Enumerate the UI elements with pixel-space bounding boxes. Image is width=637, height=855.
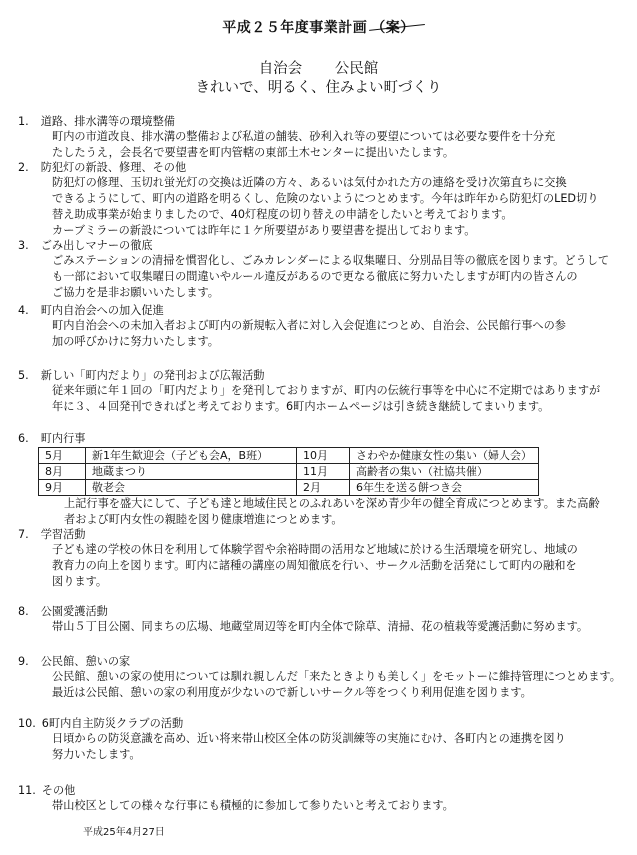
document-date: 平成25年4月27日 bbox=[83, 827, 165, 838]
section-body: 防犯灯の修理、玉切れ蛍光灯の交換は近隣の方々、あるいは気付かれた方の連絡を受け次第直ちに交換 できるようにして、町内の道路を明るくし、危険のないようにつとめます。今年は昨年から防犯灯のLED切り 替え助成事業が始まりましたので、40灯程度の切り替えの申請をしたいと考えております。 カーブミラーの新設については昨年に１ケ所要望があり要望書を提出しております。 bbox=[52, 176, 599, 237]
section-10 bbox=[18, 716, 628, 763]
section-body: 上記行事を盛大にして、子ども達と地域住民とのふれあいを深め青少年の健全育成につとめます。また高齢 者および町内女性の親睦を図り健康増進につとめます。 bbox=[64, 497, 600, 526]
section-heading: 4. 町内自治会への加入促進 bbox=[18, 304, 164, 317]
section-heading: 2. 防犯灯の新設、修理、その他 bbox=[18, 161, 187, 174]
title-main: 平成２５年度事業計画 bbox=[222, 20, 368, 36]
section-6 bbox=[18, 431, 628, 528]
section-heading: 3. ごみ出しマナーの徹底 bbox=[18, 239, 153, 252]
org-kouminkan: 公民館 bbox=[334, 61, 379, 77]
section-body: 町内自治会への未加入者および町内の新規転入者に対し入会促進につとめ、自治会、公民館行事への参 加の呼びかけに努力いたします。 bbox=[52, 319, 566, 348]
section-3 bbox=[18, 238, 628, 301]
slogan: きれいで、明るく、住みよい町づくり bbox=[195, 80, 442, 96]
section-heading: 9. 公民館、憩いの家 bbox=[18, 655, 131, 668]
section-heading: 6. 町内行事 bbox=[18, 432, 86, 445]
section-5 bbox=[18, 368, 628, 415]
section-7 bbox=[18, 527, 628, 590]
events-table-wrap bbox=[18, 447, 628, 496]
section-11 bbox=[18, 783, 628, 814]
section-8 bbox=[18, 604, 628, 635]
events-table bbox=[38, 447, 539, 496]
section-body: 子ども達の学校の休日を利用して体験学習や余裕時間の活用など地域に於ける生活環境を研究し、地域の 教育力の向上を図ります。町内に諸種の講座の周知徹底を行い、サークル活動を活発にして町内の融和を 図ります。 bbox=[52, 543, 578, 588]
section-body: 帯山校区としての様々な行事にも積極的に参加して参りたいと考えております。 bbox=[52, 799, 454, 812]
section-body: ごみステーションの清掃を慣習化し、ごみカレンダーによる収集曜日、分別品目等の徹底を図ります。どうして も一部において収集曜日の間違いやルール違反があるので更なる徹底に努力いたしますが町内の皆さんの ご協力を是非お願いいたします。 bbox=[52, 254, 610, 299]
section-heading: 8. 公園愛護活動 bbox=[18, 605, 108, 618]
section-2 bbox=[18, 160, 628, 239]
section-9 bbox=[18, 654, 628, 701]
org-jichikai: 自治会 bbox=[258, 61, 303, 77]
organization-line bbox=[0, 60, 637, 78]
table-row: 9月 敬老会 2月 6年生を送る餅つき会 bbox=[39, 480, 539, 496]
section-1 bbox=[18, 114, 628, 161]
table-row: 8月 地蔵まつり 11月 高齢者の集い（社協共催） bbox=[39, 464, 539, 480]
section-heading: 10. 6町内自主防災クラブの活動 bbox=[18, 717, 184, 730]
table-row: 5月 新1年生歓迎会（子ども会A，B班） 10月 さわやか健康女性の集い（婦人会） bbox=[39, 448, 539, 464]
section-heading: 1. 道路、排水溝等の環境整備 bbox=[18, 115, 175, 128]
document-title bbox=[0, 18, 637, 38]
section-heading: 5. 新しい「町内だより」の発刊および広報活動 bbox=[18, 369, 265, 382]
section-body: 日頃からの防災意識を高め、近い将来帯山校区全体の防災訓練等の実施にむけ、各町内との連携を図り 努力いたします。 bbox=[52, 732, 566, 761]
section-4 bbox=[18, 303, 628, 350]
section-body: 町内の市道改良、排水溝の整備および私道の舗装、砂利入れ等の要望については必要な要件を十分充 たしたうえ，会長名で要望書を町内管轄の東部土木センターに提出いたします。 bbox=[52, 130, 556, 159]
section-heading: 11. その他 bbox=[18, 784, 76, 797]
section-body: 公民館、憩いの家の使用については馴れ親しんだ「来たときよりも美しく」をモットーに維持管理につとめます。 最近は公民館、憩いの家の利用度が少ないので新しいサークル等をつくり利用促進を図ります。 bbox=[52, 670, 621, 699]
section-heading: 7. 学習活動 bbox=[18, 528, 86, 541]
title-draft-struck: （案） bbox=[371, 18, 415, 38]
section-body: 帯山５丁目公園、同まちの広場、地蔵堂周辺等を町内全体で除草、清掃、花の植栽等愛護活動に努めます。 bbox=[52, 620, 589, 633]
section-body: 従来年頭に年１回の「町内だより」を発刊しておりますが、町内の伝統行事等を中心に不定期ではありますが 年に３、４回発刊できればと考えております。6町内ホームページは引き続き継続してまいります。 bbox=[52, 384, 601, 413]
